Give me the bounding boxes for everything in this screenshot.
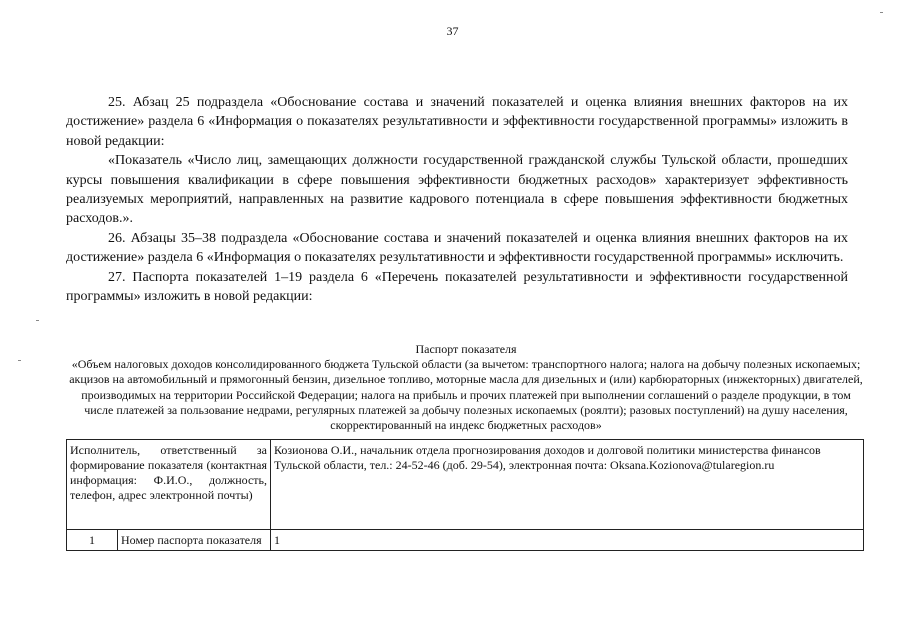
paragraph-25: 25. Абзац 25 подраздела «Обоснование состава и значений показателей и оценка влияния внешних факторов на их достижение» раздела 6 «Информация о показателях результативности и эффективности государственной программы» изложить в новой редакции: [66,95,848,149]
paragraph-25-quote: «Показатель «Число лиц, замещающих должности государственной гражданской службы Тульской области, прошедших курсы повышения квалификации в сфере повышения эффективности бюджетных расходов» характеризует эффективность реализуемых мероприятий, направленных на развитие кадрового потенциала в сфере повышения эффективности бюджетных расходов.». [66,153,848,227]
paragraph-26: 26. Абзацы 35–38 подраздела «Обоснование состава и значений показателей и оценка влияния внешних факторов на их достижение» раздела 6 «Информация о показателях результативности и эффективности государственной программы» исключить. [66,230,848,266]
executor-label-cell: Исполнитель, ответственный за формирование показателя (контактная информация: Ф.И.О., должность, телефон, адрес электронной почты) [67,440,271,530]
executor-value-cell: Козионова О.И., начальник отдела прогнозирования доходов и долговой политики министерства финансов Тульской области, тел.: 24-52-46 (доб. 29-54), электронная почта: Oksana.Kozionova@tularegion.ru [271,440,864,530]
scan-mark [880,12,883,13]
passport-number-value-cell: 1 [271,530,864,551]
passport-title: Паспорт показателя [415,342,517,356]
scan-mark [18,360,21,361]
passport-table [66,439,864,551]
passport-subtitle: «Объем налоговых доходов консолидированного бюджета Тульской области (за вычетом: транспортного налога; налога на добычу полезных ископаемых; акцизов на автомобильный и прямогонный бензин, дизельное топливо, моторные масла для дизельных и (или) карбюраторных (инжекторных) двигателей, производимых на территории Российской Федерации; налога на прибыль и прочих платежей при выполнении соглашений о разделе продукции, в том числе платежей за пользование недрами, регулярных платежей за добычу полезных ископаемых (роялти); разовых поступлений) на душу населения, скорректированный на индекс бюджетных расходов» [69,357,863,433]
body-text [66,93,848,306]
table-row [67,440,864,530]
passport-number-label-cell: Номер паспорта показателя [118,530,271,551]
paragraph-27: 27. Паспорта показателей 1–19 раздела 6 «Перечень показателей результативности и эффективности государственной программы» изложить в новой редакции: [66,269,848,305]
table-row [67,530,864,551]
passport-heading [66,342,866,433]
row-number-cell: 1 [67,530,118,551]
page-number: 37 [446,24,459,38]
scan-mark [36,320,39,321]
